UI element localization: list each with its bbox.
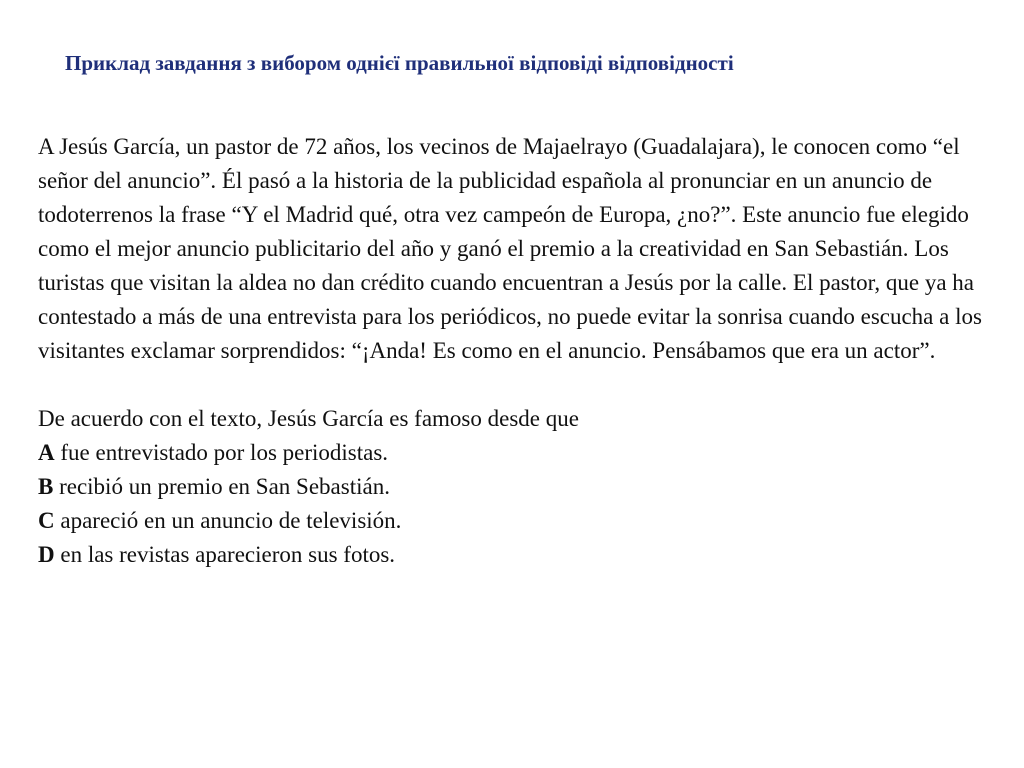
option-text: en las revistas aparecieron sus fotos. [60, 542, 396, 567]
answer-options [38, 436, 988, 572]
answer-option-c [38, 504, 988, 538]
answer-option-d [38, 538, 988, 572]
slide-title: Приклад завдання з вибором однієї правильної відповіді відповідності [65, 51, 734, 75]
option-letter: C [38, 508, 55, 533]
option-letter: B [38, 474, 54, 499]
option-letter: D [38, 542, 55, 567]
option-text: recibió un premio en San Sebastián. [59, 474, 390, 499]
answer-option-b [38, 470, 988, 504]
reading-passage: A Jesús García, un pastor de 72 años, los vecinos de Majaelrayo (Guadalajara), le conocen como “el señor del anuncio”. Él pasó a la historia de la publicidad española al pronunciar en un anuncio de todoterrenos la frase “Y el Madrid qué, otra vez campeón de Europa, ¿no?”. Este anuncio fue elegido como el mejor anuncio publicitario del año y ganó el premio a la creatividad en San Sebastián. Los turistas que visitan la aldea no dan crédito cuando encuentran a Jesús por la calle. El pastor, que ya ha contestado a más de una entrevista para los periódicos, no puede evitar la sonrisa cuando escucha a los visitantes exclamar sorprendidos: “¡Anda! Es como en el anuncio. Pensábamos que era un actor”. [38, 134, 982, 363]
option-text: fue entrevistado por los periodistas. [60, 440, 389, 465]
option-text: apareció en un anuncio de televisión. [60, 508, 402, 533]
question-stem: De acuerdo con el texto, Jesús García es famoso desde que [38, 406, 579, 431]
slide-body [38, 130, 988, 572]
option-letter: A [38, 440, 55, 465]
answer-option-a [38, 436, 988, 470]
